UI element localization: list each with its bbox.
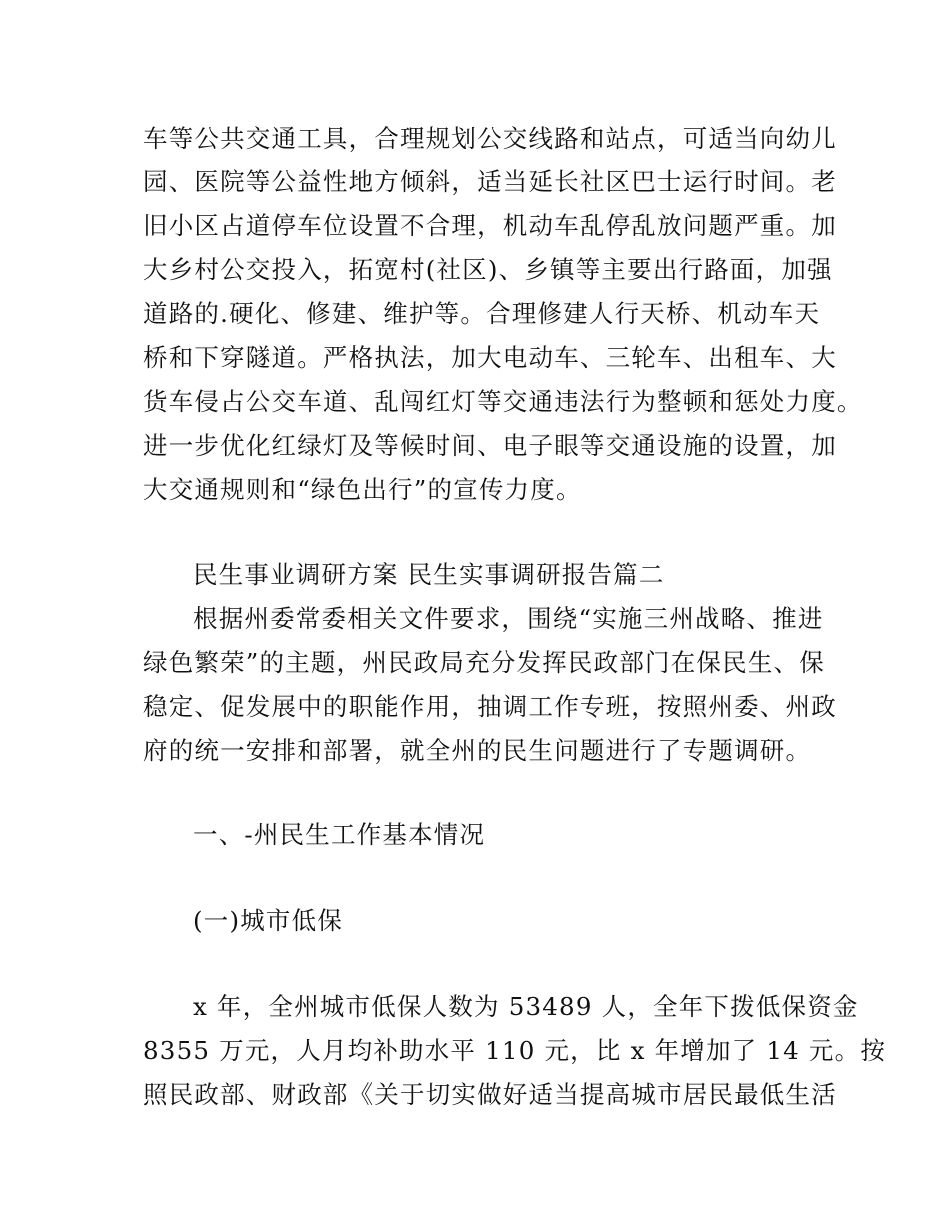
paragraph-1-line-6: 桥和下穿隧道。严格执法，加大电动车、三轮车、出租车、大 [143, 343, 837, 372]
paragraph-3-line-2: 8355 万元，人月均补助水平 110 元，比 x 年增加了 14 元。按 [143, 1036, 887, 1065]
paragraph-1-line-1: 车等公共交通工具，合理规划公交线路和站点，可适当向幼儿 [143, 124, 837, 153]
paragraph-3-line-3: 照民政部、财政部《关于切实做好适当提高城市居民最低生活 [143, 1080, 837, 1109]
paragraph-2-line-4: 府的统一安排和部署，就全州的民生问题进行了专题调研。 [143, 736, 812, 765]
paragraph-1-line-9: 大交通规则和“绿色出行”的宣传力度。 [143, 475, 582, 504]
paragraph-2-line-2: 绿色繁荣”的主题，州民政局充分发挥民政部门在保民生、保 [143, 648, 825, 677]
paragraph-1-line-3: 旧小区占道停车位设置不合理，机动车乱停乱放问题严重。加 [143, 211, 837, 240]
paragraph-1-line-4: 大乡村公交投入，拓宽村(社区)、乡镇等主要出行路面，加强 [143, 255, 833, 284]
section-title: 民生事业调研方案 民生实事调研报告篇二 [193, 560, 665, 589]
paragraph-2-line-3: 稳定、促发展中的职能作用，抽调工作专班，按照州委、州政 [143, 692, 837, 721]
paragraph-3-line-1: x 年，全州城市低保人数为 53489 人，全年下拨低保资金 [193, 992, 859, 1021]
paragraph-2-line-1: 根据州委常委相关文件要求，围绕“实施三州战略、推进 [193, 604, 824, 633]
paragraph-1-line-2: 园、医院等公益性地方倾斜，适当延长社区巴士运行时间。老 [143, 167, 837, 196]
paragraph-1-line-5: 道路的.硬化、修建、维护等。合理修建人行天桥、机动车天 [143, 299, 821, 328]
paragraph-1-line-8: 进一步优化红绿灯及等候时间、电子眼等交通设施的设置，加 [143, 431, 837, 460]
paragraph-1-line-7: 货车侵占公交车道、乱闯红灯等交通违法行为整顿和惩处力度。 [143, 387, 863, 416]
heading-urban-minimum-living: (一)城市低保 [193, 906, 344, 935]
heading-basic-situation: 一、-州民生工作基本情况 [193, 820, 486, 849]
